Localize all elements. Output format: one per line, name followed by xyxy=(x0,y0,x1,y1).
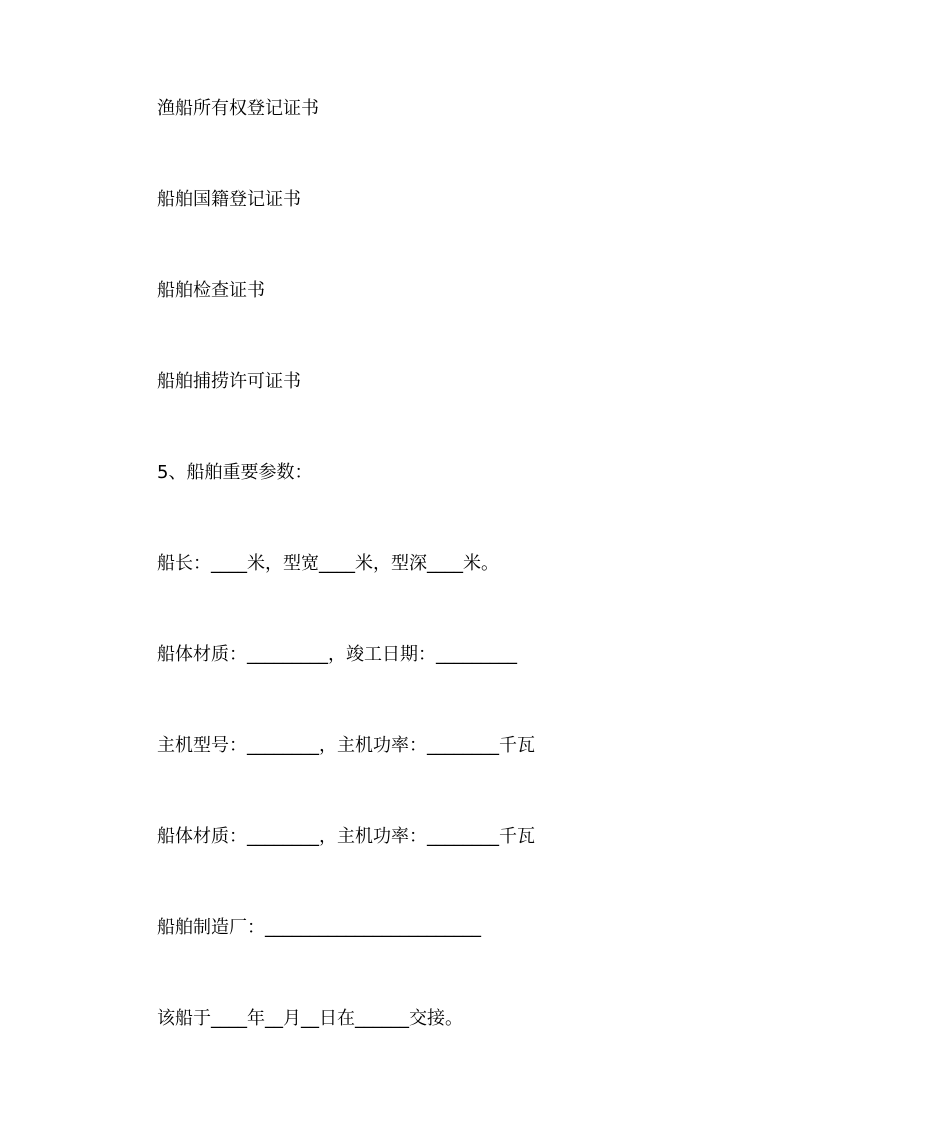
hull-material-engine-power-line: 船体材质：________，主机功率：________千瓦 xyxy=(157,826,535,847)
vessel-dimensions-line: 船长：____米，型宽____米，型深____米。 xyxy=(157,553,499,574)
certificate-ownership-registration: 渔船所有权登记证书 xyxy=(157,98,319,119)
shipyard-line: 船舶制造厂：________________________ xyxy=(157,917,481,938)
certificate-fishing-license: 船舶捕捞许可证书 xyxy=(157,371,301,392)
hull-material-completion-date-line: 船体材质：_________，竣工日期：_________ xyxy=(157,644,517,665)
section-heading-vessel-parameters: 5、船舶重要参数： xyxy=(157,462,313,483)
certificate-nationality-registration: 船舶国籍登记证书 xyxy=(157,189,301,210)
handover-date-place-line: 该船于____年__月__日在______交接。 xyxy=(157,1008,463,1029)
engine-model-power-line: 主机型号：________，主机功率：________千瓦 xyxy=(157,735,535,756)
certificate-inspection: 船舶检查证书 xyxy=(157,280,265,301)
